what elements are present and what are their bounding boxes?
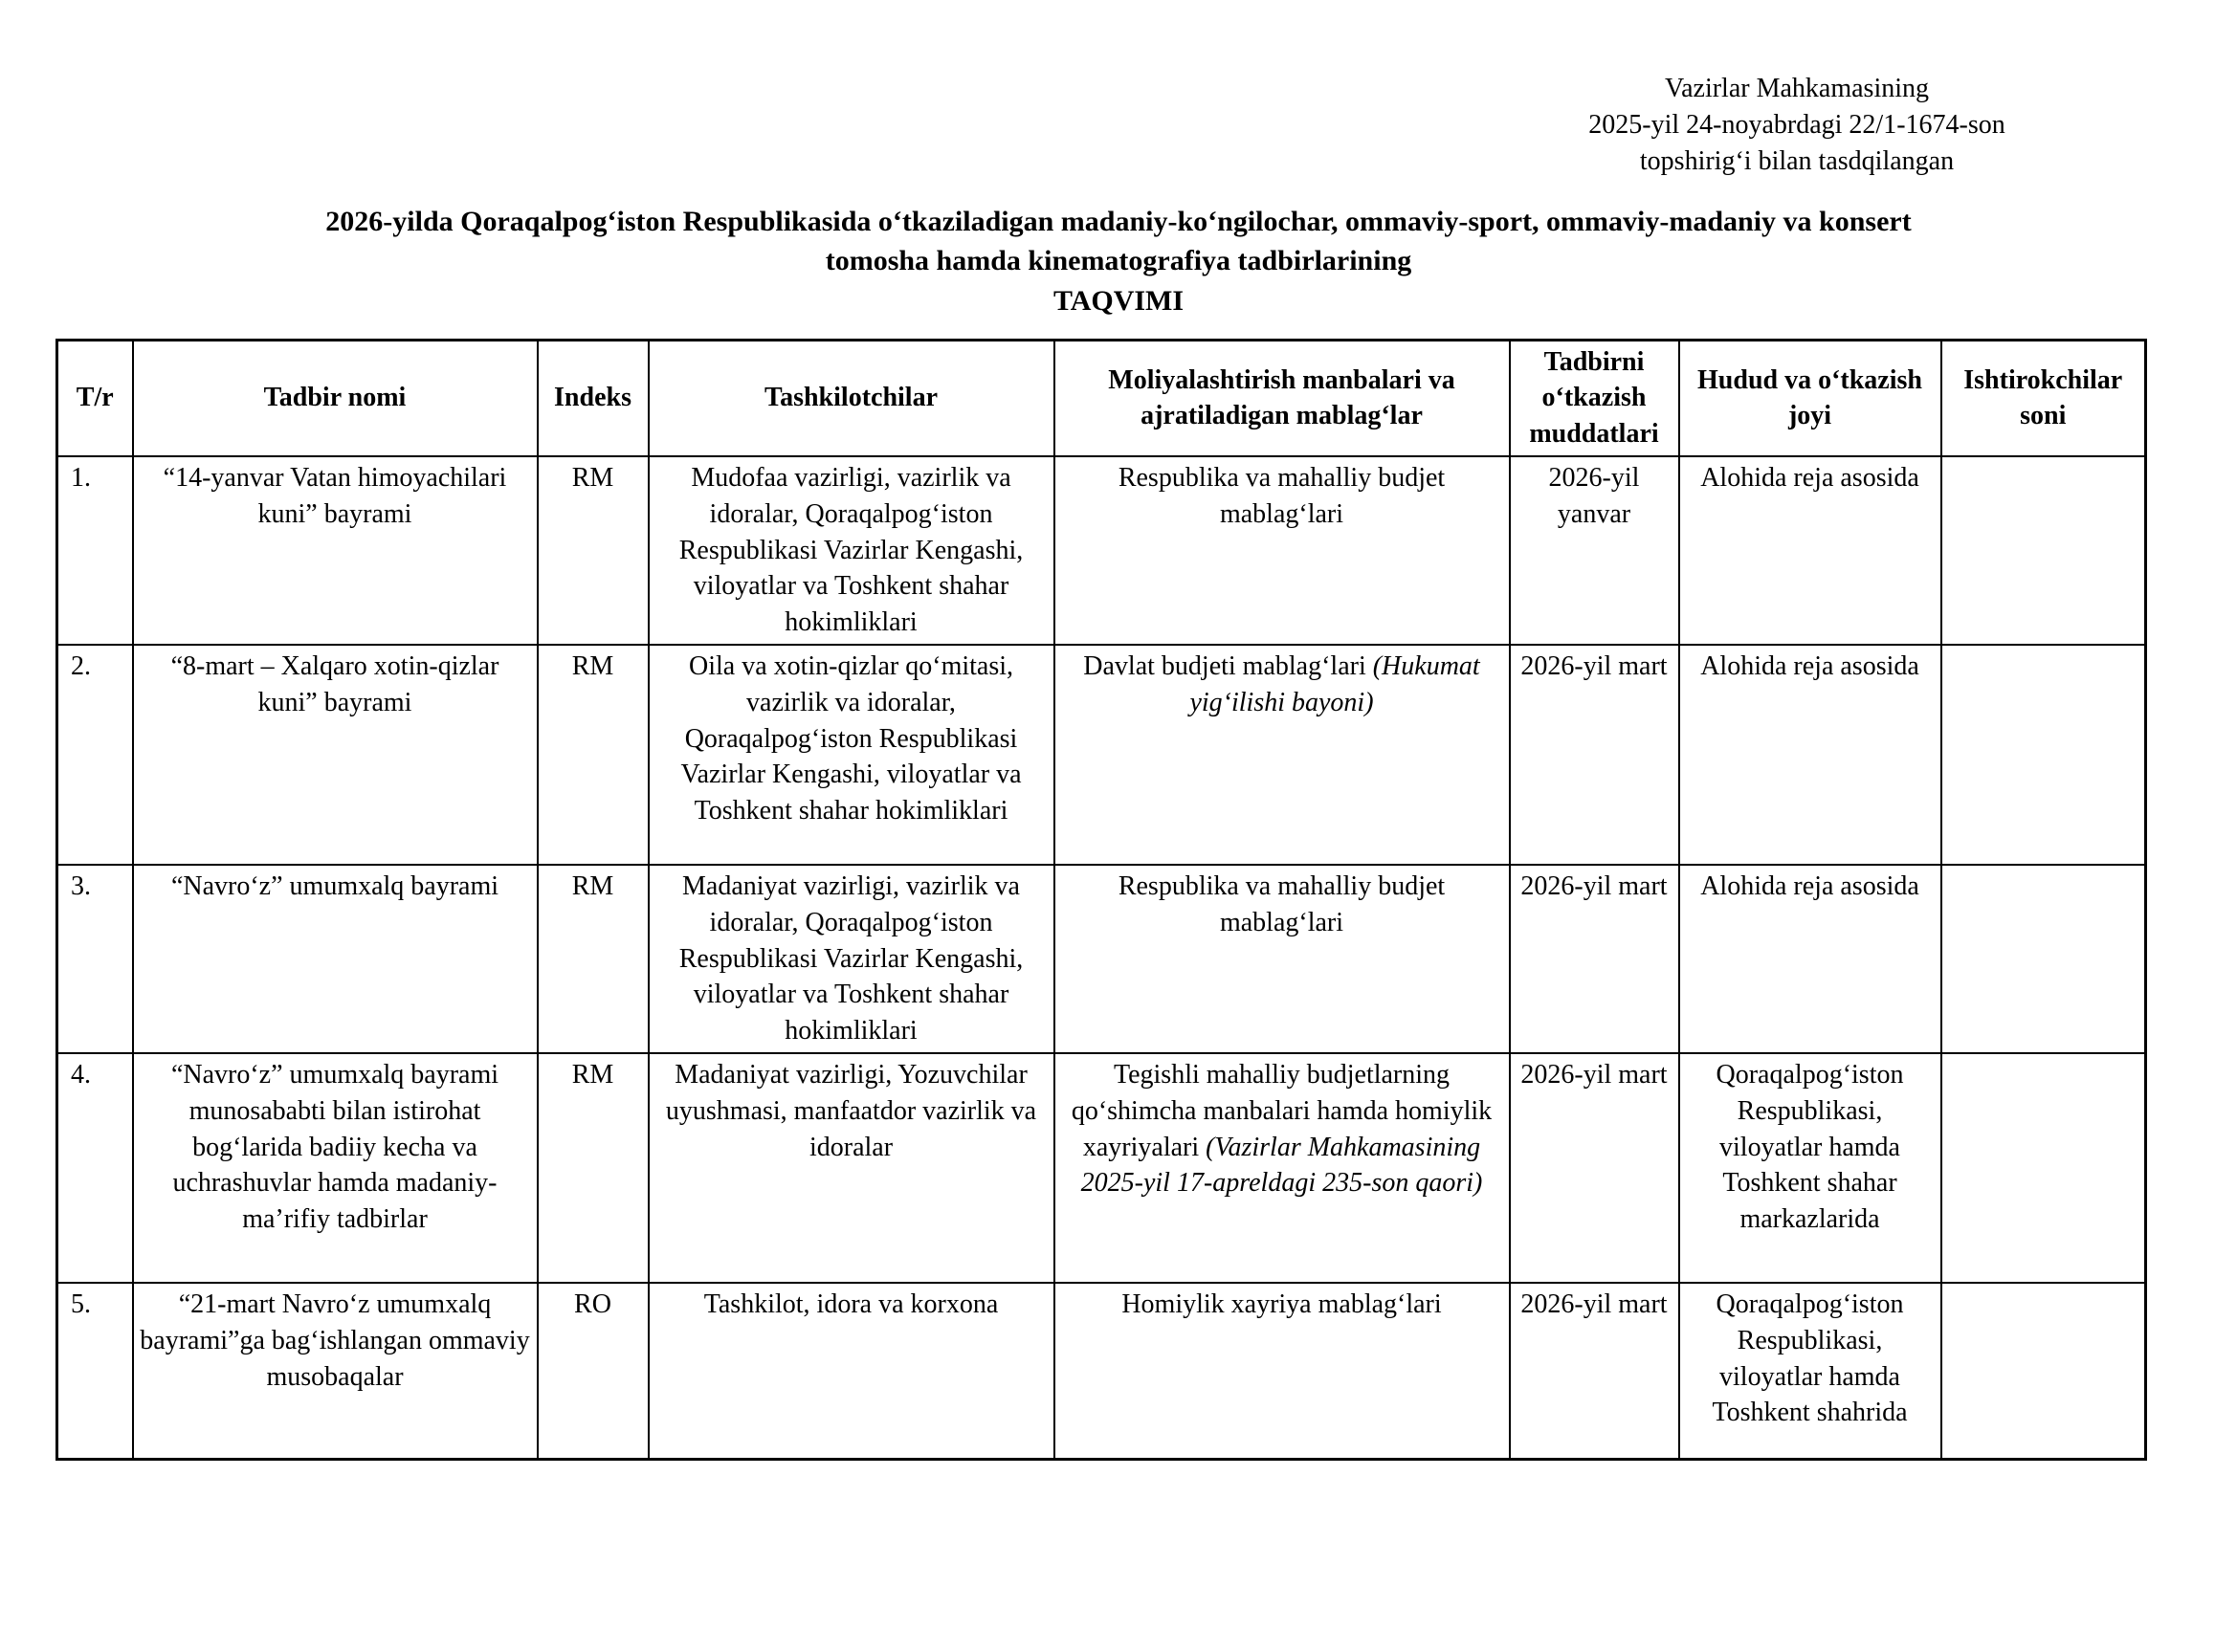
header-funding: Moliyalashtirish manbalari va ajratiladigan mablag‘lar <box>1054 340 1510 456</box>
cell-organizers: Madaniyat vazirligi, Yozuvchilar uyushmasi, manfaatdor vazirlik va idoralar <box>649 1053 1054 1283</box>
cell-index: RM <box>538 456 649 645</box>
funding-text: Respublika va mahalliy budjet mablag‘lari <box>1118 871 1446 937</box>
cell-participants <box>1941 645 2146 865</box>
header-organizers: Tashkilotchilar <box>649 340 1054 456</box>
cell-funding <box>1054 1053 1510 1283</box>
cell-location: Alohida reja asosida <box>1679 865 1941 1053</box>
cell-organizers: Tashkilot, idora va korxona <box>649 1283 1054 1460</box>
page-title <box>0 203 2237 320</box>
header-index: Indeks <box>538 340 649 456</box>
cell-name: “Navro‘z” umumxalq bayrami <box>133 865 538 1053</box>
funding-text: Davlat budjeti mablag‘lari <box>1083 651 1366 681</box>
approval-stamp <box>1500 71 2093 180</box>
funding-text: Tegishli mahalliy budjetlarning qo‘shimcha manbalari hamda homiylik xayriyalari <box>1071 1059 1493 1162</box>
header-name: Tadbir nomi <box>133 340 538 456</box>
cell-date: 2026-yil yanvar <box>1510 456 1679 645</box>
table-row <box>57 1283 2146 1460</box>
funding-note: (Vazirlar Mahkamasining 2025-yil 17-apreldagi 235-son qaori) <box>1080 1132 1483 1199</box>
title-line: tomosha hamda kinematografiya tadbirlarining <box>825 245 1412 277</box>
table-header-row <box>57 340 2146 456</box>
cell-name: “Navro‘z” umumxalq bayrami munosababti bilan istirohat bog‘larida badiiy kecha va uchrashuvlar hamda madaniy-ma’rifiy tadbirlar <box>133 1053 538 1283</box>
cell-organizers: Oila va xotin-qizlar qo‘mitasi, vazirlik va idoralar, Qoraqalpog‘iston Respublikasi Vazirlar Kengashi, viloyatlar va Toshkent shahar hokimliklari <box>649 645 1054 865</box>
funding-text: Homiylik xayriya mablag‘lari <box>1121 1289 1442 1319</box>
cell-organizers: Madaniyat vazirligi, vazirlik va idoralar, Qoraqalpog‘iston Respublikasi Vazirlar Kengashi, viloyatlar va Toshkent shahar hokimliklari <box>649 865 1054 1053</box>
cell-index: RM <box>538 645 649 865</box>
cell-name: “8-mart – Xalqaro xotin-qizlar kuni” bayrami <box>133 645 538 865</box>
table-row <box>57 865 2146 1053</box>
title-line-taqvimi: TAQVIMI <box>1052 284 1185 317</box>
table-row <box>57 456 2146 645</box>
cell-date: 2026-yil mart <box>1510 865 1679 1053</box>
cell-funding <box>1054 456 1510 645</box>
events-calendar-table <box>55 339 2147 1462</box>
header-participants: Ishtirokchilar soni <box>1941 340 2146 456</box>
header-date: Tadbirni o‘tkazish muddatlari <box>1510 340 1679 456</box>
approval-line: 2025-yil 24-noyabrdagi 22/1-1674-son <box>1588 110 2005 141</box>
header-location: Hudud va o‘tkazish joyi <box>1679 340 1941 456</box>
cell-num: 3. <box>57 865 133 1053</box>
approval-line: Vazirlar Mahkamasining <box>1664 74 1930 103</box>
approval-line: topshirig‘i bilan tasdqilangan <box>1639 146 1955 177</box>
cell-num: 1. <box>57 456 133 645</box>
cell-num: 2. <box>57 645 133 865</box>
title-line: 2026-yilda Qoraqalpog‘iston Respublikasida o‘tkaziladigan madaniy-ko‘ngilochar, ommaviy-sport, ommaviy-madaniy va konsert <box>325 206 1912 238</box>
cell-index: RM <box>538 865 649 1053</box>
cell-name: “14-yanvar Vatan himoyachilari kuni” bayrami <box>133 456 538 645</box>
cell-date: 2026-yil mart <box>1510 1053 1679 1283</box>
document-page <box>0 71 2237 1652</box>
cell-funding <box>1054 1283 1510 1460</box>
header-num: T/r <box>57 340 133 456</box>
cell-date: 2026-yil mart <box>1510 645 1679 865</box>
cell-index: RM <box>538 1053 649 1283</box>
funding-text: Respublika va mahalliy budjet mablag‘lari <box>1118 463 1446 529</box>
cell-participants <box>1941 1053 2146 1283</box>
cell-date: 2026-yil mart <box>1510 1283 1679 1460</box>
cell-num: 5. <box>57 1283 133 1460</box>
cell-participants <box>1941 456 2146 645</box>
cell-location: Alohida reja asosida <box>1679 645 1941 865</box>
cell-location: Qoraqalpog‘iston Respublikasi, viloyatlar hamda Toshkent shahrida <box>1679 1283 1941 1460</box>
cell-num: 4. <box>57 1053 133 1283</box>
table-row <box>57 645 2146 865</box>
funding-note: (Hukumat yig‘ilishi bayoni) <box>1189 651 1480 717</box>
cell-funding <box>1054 645 1510 865</box>
cell-organizers: Mudofaa vazirligi, vazirlik va idoralar, Qoraqalpog‘iston Respublikasi Vazirlar Kengashi, viloyatlar va Toshkent shahar hokimliklari <box>649 456 1054 645</box>
table-row <box>57 1053 2146 1283</box>
cell-index: RO <box>538 1283 649 1460</box>
cell-name: “21-mart Navro‘z umumxalq bayrami”ga bag‘ishlangan ommaviy musobaqalar <box>133 1283 538 1460</box>
cell-location: Alohida reja asosida <box>1679 456 1941 645</box>
cell-funding <box>1054 865 1510 1053</box>
cell-location: Qoraqalpog‘iston Respublikasi, viloyatlar hamda Toshkent shahar markazlarida <box>1679 1053 1941 1283</box>
cell-participants <box>1941 1283 2146 1460</box>
cell-participants <box>1941 865 2146 1053</box>
